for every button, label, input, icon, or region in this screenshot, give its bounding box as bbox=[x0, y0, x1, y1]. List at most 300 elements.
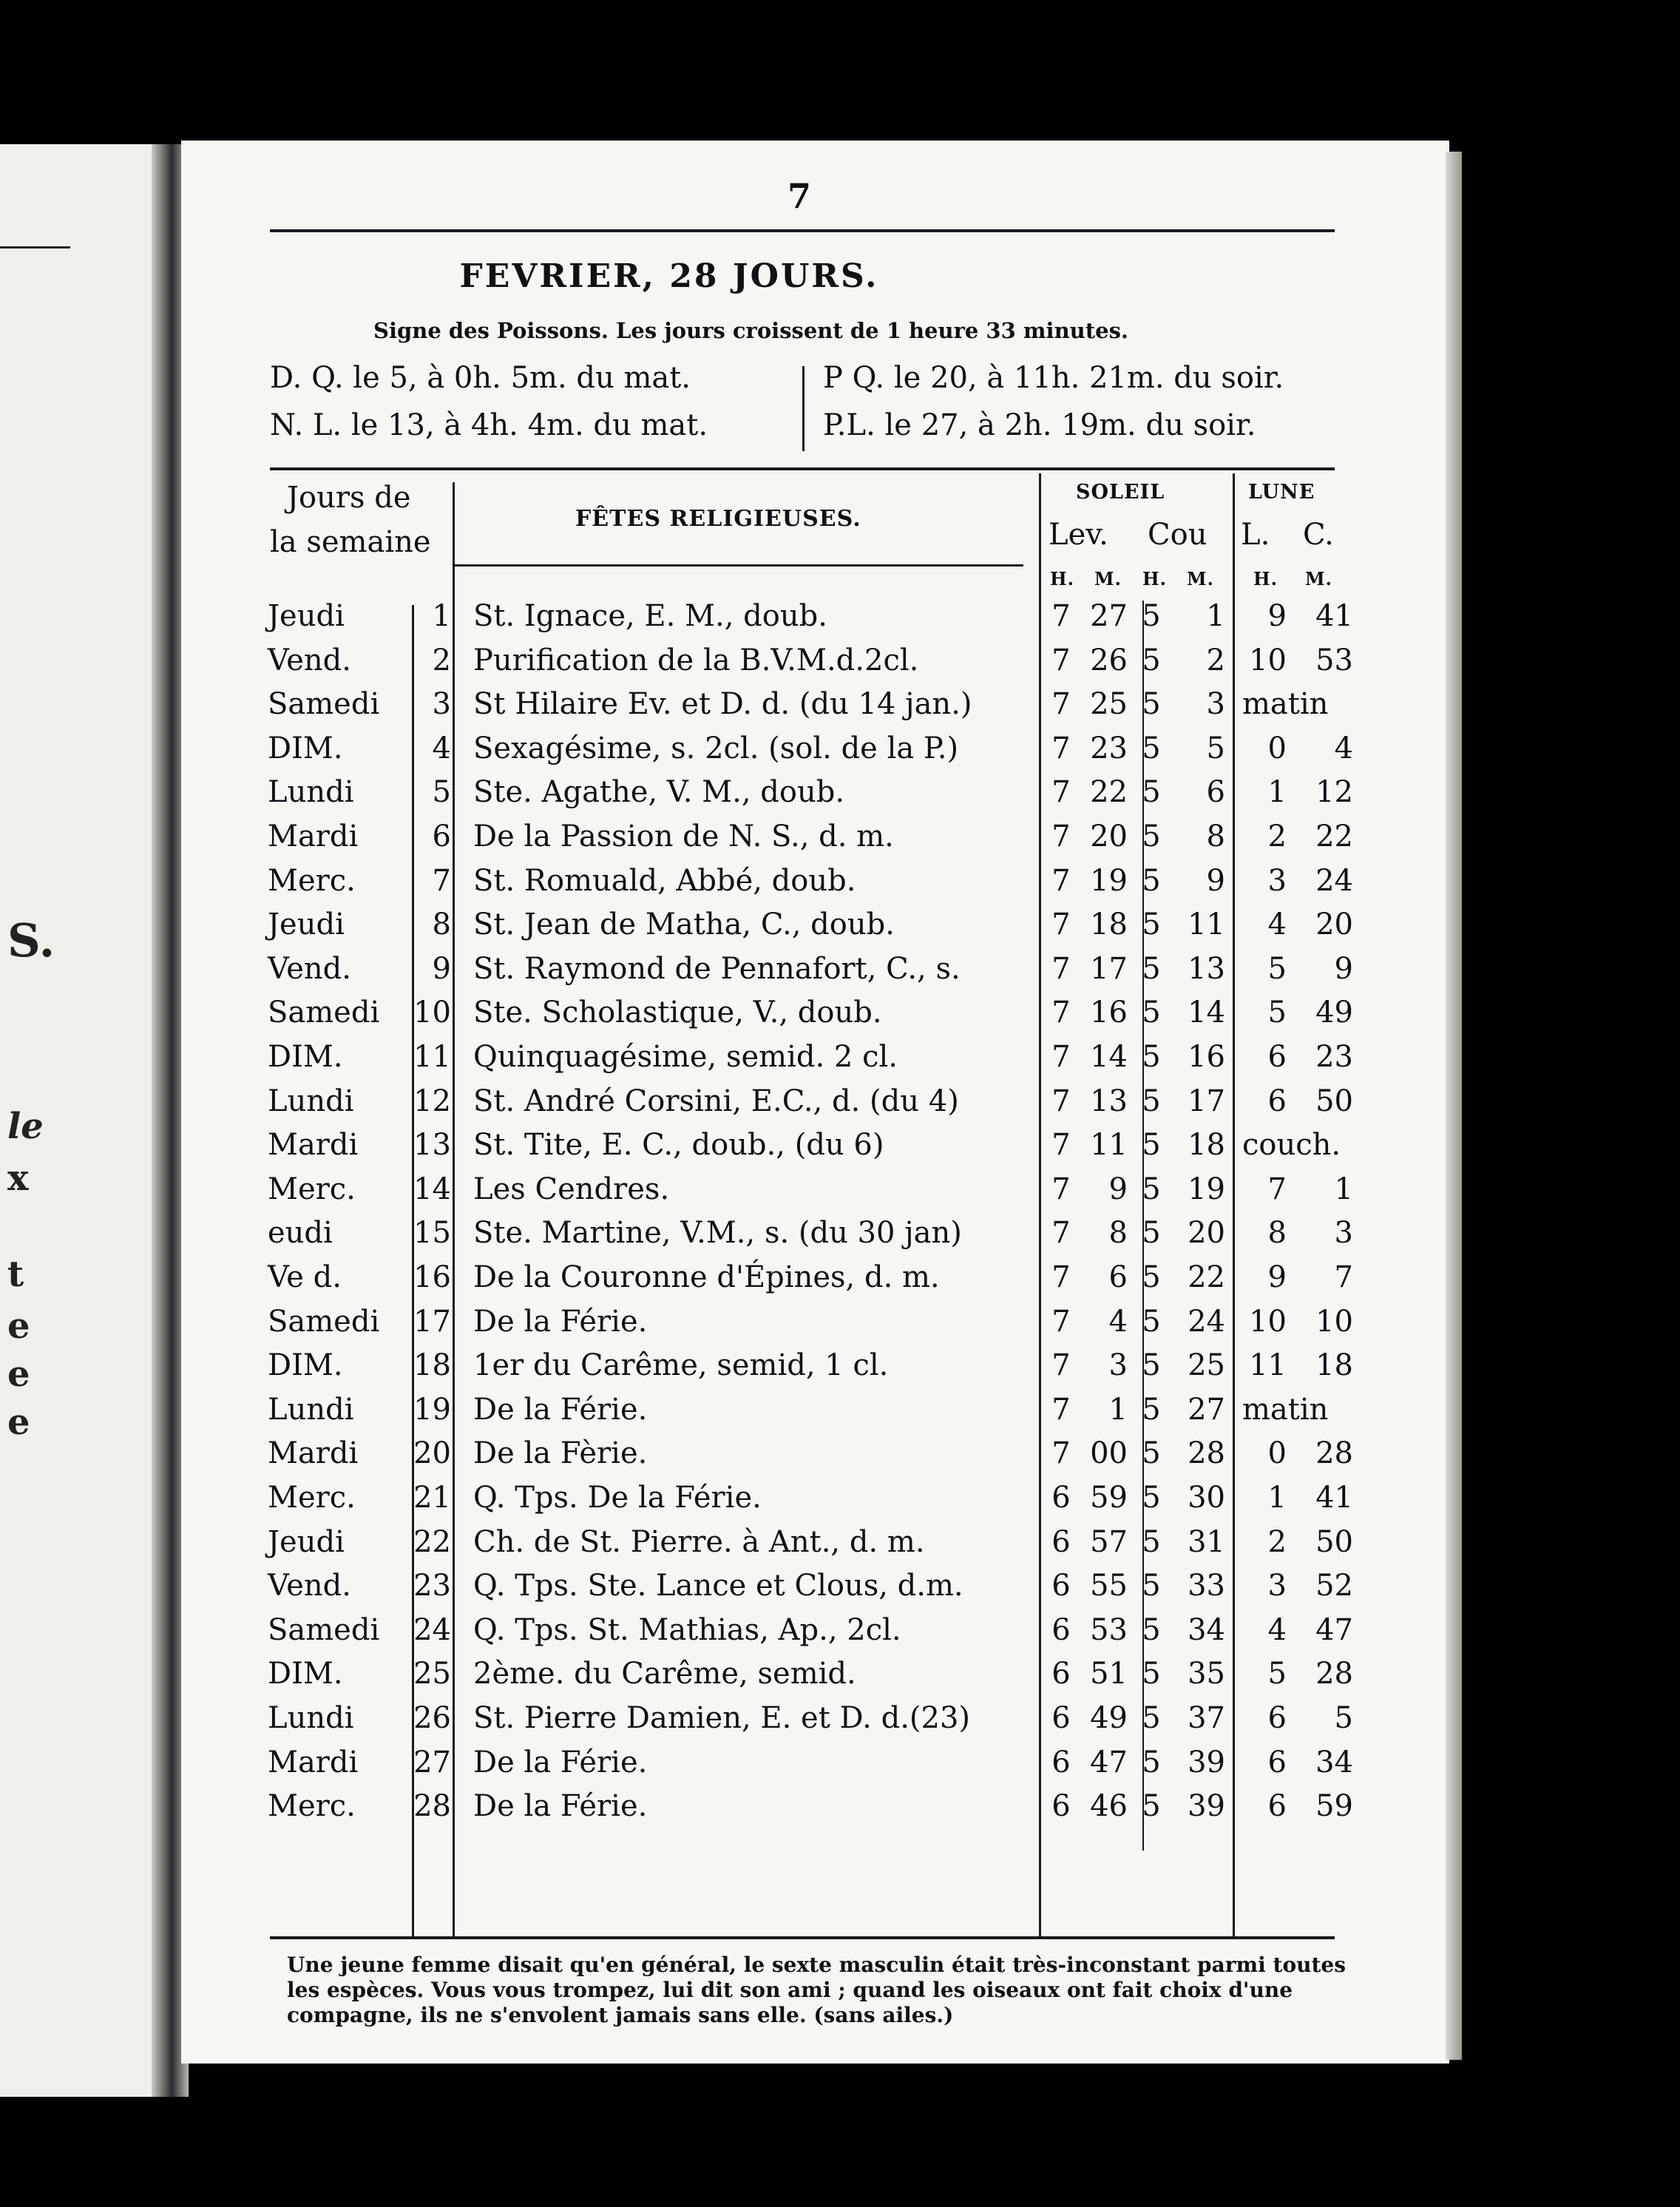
sunset-minute-cell: 3 bbox=[1206, 687, 1225, 722]
sunset-hour-cell: 5 bbox=[1142, 1084, 1161, 1118]
sunrise-minute-cell: 1 bbox=[1108, 1392, 1128, 1427]
date-cell: 1 bbox=[432, 599, 451, 633]
sunrise-minute-cell: 16 bbox=[1090, 996, 1128, 1030]
date-cell: 3 bbox=[432, 687, 451, 722]
sunset-minute-cell: 34 bbox=[1188, 1612, 1225, 1647]
header-m: M. bbox=[1187, 568, 1214, 589]
sunset-hour-cell: 5 bbox=[1142, 1569, 1161, 1603]
moon-minute-cell: 3 bbox=[1334, 1216, 1353, 1251]
sunrise-hour-cell: 6 bbox=[1051, 1524, 1071, 1559]
moon-hour-cell: 6 bbox=[1267, 1745, 1287, 1780]
day-cell: Samedi bbox=[268, 687, 380, 722]
sunrise-hour-cell: 7 bbox=[1051, 996, 1071, 1030]
feast-cell: St. Raymond de Pennafort, C., s. bbox=[473, 951, 961, 986]
sunset-hour-cell: 5 bbox=[1142, 1745, 1161, 1780]
feast-cell: Q. Tps. De la Férie. bbox=[473, 1481, 762, 1515]
month-title: FEVRIER, 28 JOURS. bbox=[459, 257, 879, 295]
sunrise-minute-cell: 6 bbox=[1108, 1260, 1128, 1294]
page-fragment-text: x bbox=[7, 1157, 29, 1199]
feast-cell: De la Férie. bbox=[473, 1304, 648, 1339]
sunrise-hour-cell: 7 bbox=[1051, 951, 1071, 986]
sunrise-minute-cell: 18 bbox=[1090, 908, 1128, 942]
sunrise-hour-cell: 7 bbox=[1051, 643, 1071, 677]
moon-hour-cell: 5 bbox=[1267, 1657, 1287, 1691]
header-m: M. bbox=[1094, 568, 1122, 589]
day-cell: DIM. bbox=[268, 731, 343, 765]
sunset-minute-cell: 11 bbox=[1188, 908, 1225, 942]
moon-hour-cell: 9 bbox=[1267, 1260, 1287, 1294]
header-soleil: SOLEIL bbox=[1076, 481, 1165, 504]
header-h: H. bbox=[1050, 568, 1075, 589]
sunset-hour-cell: 5 bbox=[1142, 731, 1161, 765]
moon-hour-cell: 4 bbox=[1267, 908, 1287, 942]
feast-cell: Les Cendres. bbox=[473, 1172, 670, 1206]
page-fragment-text: e bbox=[7, 1305, 30, 1347]
date-cell: 21 bbox=[413, 1481, 451, 1515]
sunrise-minute-cell: 8 bbox=[1108, 1216, 1128, 1251]
sunset-hour-cell: 5 bbox=[1142, 687, 1161, 722]
sunset-minute-cell: 24 bbox=[1188, 1304, 1225, 1339]
sunrise-minute-cell: 4 bbox=[1108, 1304, 1128, 1339]
sunrise-hour-cell: 7 bbox=[1051, 1348, 1071, 1383]
moon-minute-cell: 5 bbox=[1334, 1701, 1353, 1735]
moon-hour-cell: 10 bbox=[1249, 643, 1287, 677]
sunset-hour-cell: 5 bbox=[1142, 1789, 1161, 1824]
sunrise-minute-cell: 49 bbox=[1090, 1701, 1128, 1735]
moon-minute-cell: 50 bbox=[1315, 1524, 1353, 1559]
date-cell: 2 bbox=[432, 643, 451, 677]
date-cell: 12 bbox=[413, 1084, 451, 1118]
sunrise-minute-cell: 13 bbox=[1090, 1084, 1128, 1118]
moon-hour-cell: 8 bbox=[1267, 1216, 1287, 1251]
table-row bbox=[0, 731, 1405, 776]
header-h: H. bbox=[1253, 568, 1278, 589]
moon-hour-cell: 2 bbox=[1267, 1524, 1287, 1559]
sunrise-hour-cell: 6 bbox=[1051, 1569, 1071, 1603]
table-row bbox=[0, 1436, 1405, 1481]
moon-minute-cell: 23 bbox=[1315, 1040, 1353, 1074]
table-row bbox=[0, 687, 1405, 731]
moon-minute-cell: 12 bbox=[1315, 775, 1353, 810]
table-row bbox=[0, 775, 1405, 819]
sunrise-hour-cell: 6 bbox=[1051, 1745, 1071, 1780]
moon-hour-cell: 7 bbox=[1267, 1172, 1287, 1206]
table-row bbox=[0, 1393, 1405, 1437]
date-cell: 16 bbox=[413, 1260, 451, 1294]
sunrise-minute-cell: 55 bbox=[1090, 1569, 1128, 1603]
table-row bbox=[0, 1348, 1405, 1393]
moon-minute-cell: 34 bbox=[1315, 1745, 1353, 1780]
sunrise-hour-cell: 7 bbox=[1051, 599, 1071, 633]
day-cell: Samedi bbox=[268, 1612, 380, 1647]
moon-minute-cell: 41 bbox=[1315, 599, 1353, 633]
sunrise-minute-cell: 9 bbox=[1108, 1172, 1128, 1206]
top-rule bbox=[270, 229, 1335, 232]
zodiac-subtitle: Signe des Poissons. Les jours croissent de 1 heure 33 minutes. bbox=[373, 318, 1129, 343]
sunrise-minute-cell: 00 bbox=[1090, 1436, 1128, 1471]
page-fragment-text: S. bbox=[7, 913, 55, 967]
table-row bbox=[0, 1084, 1405, 1129]
sunset-hour-cell: 5 bbox=[1142, 1657, 1161, 1691]
feast-cell: De la Fèrie. bbox=[473, 1436, 648, 1471]
sunset-hour-cell: 5 bbox=[1142, 1392, 1161, 1427]
day-cell: Vend. bbox=[268, 643, 351, 677]
table-top-rule bbox=[270, 467, 1335, 470]
sunrise-hour-cell: 6 bbox=[1051, 1657, 1071, 1691]
moon-minute-cell: 9 bbox=[1334, 951, 1353, 986]
sunset-hour-cell: 5 bbox=[1142, 1172, 1161, 1206]
divider bbox=[0, 246, 70, 249]
table-row bbox=[0, 643, 1405, 688]
table-row bbox=[0, 952, 1405, 996]
table-row bbox=[0, 1128, 1405, 1172]
moon-minute-cell: 22 bbox=[1315, 819, 1353, 854]
moon-hour-cell: 3 bbox=[1267, 863, 1287, 898]
sunset-minute-cell: 16 bbox=[1188, 1040, 1225, 1074]
feast-cell: De la Couronne d'Épines, d. m. bbox=[473, 1260, 940, 1294]
sunset-hour-cell: 5 bbox=[1142, 1436, 1161, 1471]
page-edge bbox=[1446, 152, 1462, 2060]
table-row bbox=[0, 1305, 1405, 1349]
sunrise-hour-cell: 7 bbox=[1051, 1436, 1071, 1471]
sunset-minute-cell: 14 bbox=[1188, 996, 1225, 1030]
feast-cell: Q. Tps. Ste. Lance et Clous, d.m. bbox=[473, 1569, 963, 1603]
sunset-hour-cell: 5 bbox=[1142, 599, 1161, 633]
day-cell: Samedi bbox=[268, 996, 380, 1030]
date-cell: 26 bbox=[413, 1701, 451, 1735]
header-c: C. bbox=[1303, 518, 1334, 552]
sunrise-minute-cell: 20 bbox=[1090, 819, 1128, 854]
feast-cell: Sexagésime, s. 2cl. (sol. de la P.) bbox=[473, 731, 959, 765]
date-cell: 25 bbox=[413, 1657, 451, 1691]
day-cell: Vend. bbox=[268, 1569, 351, 1603]
table-row bbox=[0, 1745, 1405, 1790]
sunrise-hour-cell: 6 bbox=[1051, 1612, 1071, 1647]
sunrise-hour-cell: 7 bbox=[1051, 1084, 1071, 1118]
sunrise-minute-cell: 53 bbox=[1090, 1612, 1128, 1647]
day-cell: Jeudi bbox=[268, 908, 345, 942]
table-row bbox=[0, 1216, 1405, 1260]
sunset-hour-cell: 5 bbox=[1142, 775, 1161, 810]
feast-cell: St. Jean de Matha, C., doub. bbox=[473, 908, 895, 942]
sunset-hour-cell: 5 bbox=[1142, 1348, 1161, 1383]
sunset-hour-cell: 5 bbox=[1142, 1304, 1161, 1339]
moon-hour-cell: 10 bbox=[1249, 1304, 1287, 1339]
table-row bbox=[0, 1525, 1405, 1569]
sunset-minute-cell: 20 bbox=[1188, 1216, 1225, 1251]
header-h: H. bbox=[1142, 568, 1168, 589]
feast-cell: De la Férie. bbox=[473, 1392, 648, 1427]
sunrise-minute-cell: 27 bbox=[1090, 599, 1128, 633]
sunrise-hour-cell: 7 bbox=[1051, 908, 1071, 942]
table-row bbox=[0, 908, 1405, 952]
sunrise-hour-cell: 7 bbox=[1051, 731, 1071, 765]
sunrise-hour-cell: 7 bbox=[1051, 1128, 1071, 1163]
date-cell: 20 bbox=[413, 1436, 451, 1471]
sunset-hour-cell: 5 bbox=[1142, 643, 1161, 677]
date-cell: 14 bbox=[413, 1172, 451, 1206]
day-cell: Lundi bbox=[268, 775, 354, 810]
sunrise-minute-cell: 19 bbox=[1090, 863, 1128, 898]
sunrise-hour-cell: 7 bbox=[1051, 1216, 1071, 1251]
header-semaine: la semaine bbox=[270, 525, 431, 559]
day-cell: Merc. bbox=[268, 1481, 356, 1515]
sunset-hour-cell: 5 bbox=[1142, 1481, 1161, 1515]
sunrise-minute-cell: 3 bbox=[1108, 1348, 1128, 1383]
feast-cell: St Hilaire Ev. et D. d. (du 14 jan.) bbox=[473, 687, 972, 722]
sunset-minute-cell: 28 bbox=[1188, 1436, 1225, 1471]
sunrise-minute-cell: 47 bbox=[1090, 1745, 1128, 1780]
sunset-minute-cell: 9 bbox=[1206, 863, 1225, 898]
sunset-hour-cell: 5 bbox=[1142, 819, 1161, 854]
sunset-hour-cell: 5 bbox=[1142, 951, 1161, 986]
date-cell: 17 bbox=[413, 1304, 451, 1339]
moon-minute-cell: 28 bbox=[1315, 1436, 1353, 1471]
sunset-minute-cell: 27 bbox=[1188, 1392, 1225, 1427]
day-cell: eudi bbox=[268, 1216, 333, 1251]
moon-minute-cell: 1 bbox=[1334, 1172, 1353, 1206]
date-cell: 6 bbox=[432, 819, 451, 854]
day-cell: Mardi bbox=[268, 1436, 359, 1471]
sunrise-minute-cell: 22 bbox=[1090, 775, 1128, 810]
moon-phase-dq: D. Q. le 5, à 0h. 5m. du mat. bbox=[270, 361, 691, 395]
sunset-minute-cell: 39 bbox=[1188, 1789, 1225, 1824]
sunset-hour-cell: 5 bbox=[1142, 1524, 1161, 1559]
sunrise-minute-cell: 59 bbox=[1090, 1481, 1128, 1515]
phase-divider bbox=[802, 366, 805, 451]
moon-hour-cell: 1 bbox=[1267, 1481, 1287, 1515]
sunrise-minute-cell: 51 bbox=[1090, 1657, 1128, 1691]
feast-cell: De la Férie. bbox=[473, 1789, 648, 1824]
date-cell: 18 bbox=[413, 1348, 451, 1383]
table-row bbox=[0, 864, 1405, 908]
day-cell: Merc. bbox=[268, 863, 356, 898]
feast-cell: Ste. Martine, V.M., s. (du 30 jan) bbox=[473, 1216, 962, 1251]
moon-minute-cell: 18 bbox=[1315, 1348, 1353, 1383]
moon-minute-cell: 10 bbox=[1315, 1304, 1353, 1339]
sunset-minute-cell: 1 bbox=[1206, 599, 1225, 633]
table-row bbox=[0, 1172, 1405, 1217]
date-cell: 9 bbox=[432, 951, 451, 986]
sunrise-hour-cell: 7 bbox=[1051, 687, 1071, 722]
table-row bbox=[0, 1701, 1405, 1745]
sunrise-hour-cell: 7 bbox=[1051, 863, 1071, 898]
sunrise-minute-cell: 25 bbox=[1090, 687, 1128, 722]
date-cell: 4 bbox=[432, 731, 451, 765]
sunrise-hour-cell: 7 bbox=[1051, 1260, 1071, 1294]
date-cell: 13 bbox=[413, 1128, 451, 1163]
sunrise-hour-cell: 6 bbox=[1051, 1701, 1071, 1735]
sunset-minute-cell: 2 bbox=[1206, 643, 1225, 677]
page-fragment-text: e bbox=[7, 1353, 30, 1395]
sunset-minute-cell: 18 bbox=[1188, 1128, 1225, 1163]
feast-cell: St. Tite, E. C., doub., (du 6) bbox=[473, 1128, 884, 1163]
sunset-minute-cell: 30 bbox=[1188, 1481, 1225, 1515]
sunrise-minute-cell: 26 bbox=[1090, 643, 1128, 677]
feast-cell: St. Pierre Damien, E. et D. d.(23) bbox=[473, 1701, 971, 1735]
header-cou: Cou bbox=[1148, 518, 1208, 552]
sunset-minute-cell: 25 bbox=[1188, 1348, 1225, 1383]
date-cell: 28 bbox=[413, 1789, 451, 1824]
table-row bbox=[0, 1613, 1405, 1657]
moon-hour-cell: 6 bbox=[1267, 1040, 1287, 1074]
feast-cell: Ch. de St. Pierre. à Ant., d. m. bbox=[473, 1524, 925, 1559]
table-row bbox=[0, 1481, 1405, 1525]
footer-anecdote: Une jeune femme disait qu'en général, le sexte masculin était très-inconstant parmi toutes les espèces. Vous vous trompez, lui dit son ami ; quand les oiseaux ont fait choix d'une compagne, ils ne s'envolent jamais sans elle. (sans ailes.) bbox=[287, 1953, 1346, 2027]
date-cell: 5 bbox=[432, 775, 451, 810]
moon-minute-cell: 50 bbox=[1315, 1084, 1353, 1118]
moon-hour-cell: 6 bbox=[1267, 1789, 1287, 1824]
moon-minute-cell: 7 bbox=[1334, 1260, 1353, 1294]
header-l: L. bbox=[1241, 518, 1270, 552]
sunrise-hour-cell: 7 bbox=[1051, 1304, 1071, 1339]
date-cell: 7 bbox=[432, 863, 451, 898]
sunrise-hour-cell: 6 bbox=[1051, 1789, 1071, 1824]
date-cell: 22 bbox=[413, 1524, 451, 1559]
sunrise-hour-cell: 7 bbox=[1051, 819, 1071, 854]
table-bottom-rule bbox=[270, 1936, 1335, 1939]
day-cell: DIM. bbox=[268, 1657, 343, 1691]
sunset-hour-cell: 5 bbox=[1142, 1701, 1161, 1735]
header-lev: Lev. bbox=[1049, 518, 1108, 552]
sunrise-hour-cell: 7 bbox=[1051, 775, 1071, 810]
sunset-minute-cell: 6 bbox=[1206, 775, 1225, 810]
date-cell: 8 bbox=[432, 908, 451, 942]
sunset-minute-cell: 33 bbox=[1188, 1569, 1225, 1603]
sunset-minute-cell: 31 bbox=[1188, 1524, 1225, 1559]
sunrise-minute-cell: 14 bbox=[1090, 1040, 1128, 1074]
moon-hour-cell: 4 bbox=[1267, 1612, 1287, 1647]
moon-note-cell: couch. bbox=[1242, 1128, 1341, 1163]
moon-minute-cell: 47 bbox=[1315, 1612, 1353, 1647]
sunrise-minute-cell: 23 bbox=[1090, 731, 1128, 765]
feast-cell: 2ème. du Carême, semid. bbox=[473, 1657, 856, 1691]
table-row bbox=[0, 1789, 1405, 1833]
date-cell: 19 bbox=[413, 1392, 451, 1427]
header-underline bbox=[453, 564, 1023, 567]
sunset-minute-cell: 13 bbox=[1188, 951, 1225, 986]
moon-hour-cell: 0 bbox=[1267, 1436, 1287, 1471]
moon-hour-cell: 5 bbox=[1267, 996, 1287, 1030]
sunrise-hour-cell: 7 bbox=[1051, 1040, 1071, 1074]
feast-cell: Q. Tps. St. Mathias, Ap., 2cl. bbox=[473, 1612, 901, 1647]
day-cell: Lundi bbox=[268, 1084, 354, 1118]
moon-phase-pq: P Q. le 20, à 11h. 21m. du soir. bbox=[823, 361, 1284, 395]
moon-hour-cell: 6 bbox=[1267, 1701, 1287, 1735]
sunset-minute-cell: 17 bbox=[1188, 1084, 1225, 1118]
date-cell: 11 bbox=[413, 1040, 451, 1074]
moon-minute-cell: 41 bbox=[1315, 1481, 1353, 1515]
moon-minute-cell: 4 bbox=[1334, 731, 1353, 765]
feast-cell: Purification de la B.V.M.d.2cl. bbox=[473, 643, 919, 677]
day-cell: Jeudi bbox=[268, 1524, 345, 1559]
table-row bbox=[0, 1657, 1405, 1701]
day-cell: Mardi bbox=[268, 1128, 359, 1163]
sunset-hour-cell: 5 bbox=[1142, 996, 1161, 1030]
day-cell: Ve d. bbox=[268, 1260, 342, 1294]
feast-cell: 1er du Carême, semid, 1 cl. bbox=[473, 1348, 889, 1383]
day-cell: Vend. bbox=[268, 951, 351, 986]
table-row bbox=[0, 599, 1405, 643]
sunset-hour-cell: 5 bbox=[1142, 863, 1161, 898]
moon-hour-cell: 11 bbox=[1249, 1348, 1287, 1383]
sunset-minute-cell: 8 bbox=[1206, 819, 1225, 854]
table-row bbox=[0, 1040, 1405, 1084]
moon-minute-cell: 49 bbox=[1315, 996, 1353, 1030]
page-fragment-text: le bbox=[7, 1106, 44, 1147]
moon-phase-nl: N. L. le 13, à 4h. 4m. du mat. bbox=[270, 408, 708, 442]
sunset-hour-cell: 5 bbox=[1142, 1260, 1161, 1294]
moon-note-cell: matin bbox=[1242, 687, 1329, 722]
sunset-hour-cell: 5 bbox=[1142, 1612, 1161, 1647]
moon-hour-cell: 3 bbox=[1267, 1569, 1287, 1603]
feast-cell: St. André Corsini, E.C., d. (du 4) bbox=[473, 1084, 959, 1118]
day-cell: Merc. bbox=[268, 1789, 356, 1824]
moon-hour-cell: 2 bbox=[1267, 819, 1287, 854]
moon-phase-pl: P.L. le 27, à 2h. 19m. du soir. bbox=[823, 408, 1256, 442]
moon-minute-cell: 28 bbox=[1315, 1657, 1353, 1691]
date-cell: 24 bbox=[413, 1612, 451, 1647]
moon-hour-cell: 0 bbox=[1267, 731, 1287, 765]
sunrise-minute-cell: 17 bbox=[1090, 951, 1128, 986]
page-number: 7 bbox=[788, 176, 812, 216]
moon-hour-cell: 6 bbox=[1267, 1084, 1287, 1118]
table-row bbox=[0, 996, 1405, 1040]
moon-hour-cell: 1 bbox=[1267, 775, 1287, 810]
sunset-hour-cell: 5 bbox=[1142, 1128, 1161, 1163]
sunset-minute-cell: 37 bbox=[1188, 1701, 1225, 1735]
sunrise-hour-cell: 7 bbox=[1051, 1172, 1071, 1206]
sunrise-minute-cell: 57 bbox=[1090, 1524, 1128, 1559]
feast-cell: Quinquagésime, semid. 2 cl. bbox=[473, 1040, 898, 1074]
moon-minute-cell: 59 bbox=[1315, 1789, 1353, 1824]
sunrise-minute-cell: 46 bbox=[1090, 1789, 1128, 1824]
moon-hour-cell: 9 bbox=[1267, 599, 1287, 633]
header-m: M. bbox=[1305, 568, 1332, 589]
sunset-minute-cell: 22 bbox=[1188, 1260, 1225, 1294]
page-fragment-text: t bbox=[7, 1254, 24, 1295]
header-lune: LUNE bbox=[1248, 481, 1315, 504]
date-cell: 27 bbox=[413, 1745, 451, 1780]
sunset-minute-cell: 5 bbox=[1206, 731, 1225, 765]
date-cell: 10 bbox=[413, 996, 451, 1030]
day-cell: Mardi bbox=[268, 1745, 359, 1780]
page-fragment-text: e bbox=[7, 1402, 30, 1443]
feast-cell: De la Passion de N. S., d. m. bbox=[473, 819, 894, 854]
moon-minute-cell: 20 bbox=[1315, 908, 1353, 942]
table-row bbox=[0, 1260, 1405, 1305]
moon-minute-cell: 53 bbox=[1315, 643, 1353, 677]
feast-cell: St. Romuald, Abbé, doub. bbox=[473, 863, 856, 898]
moon-note-cell: matin bbox=[1242, 1392, 1329, 1427]
sunset-hour-cell: 5 bbox=[1142, 908, 1161, 942]
table-row bbox=[0, 1569, 1405, 1613]
sunset-minute-cell: 39 bbox=[1188, 1745, 1225, 1780]
date-cell: 23 bbox=[413, 1569, 451, 1603]
day-cell: Lundi bbox=[268, 1701, 354, 1735]
sunset-hour-cell: 5 bbox=[1142, 1040, 1161, 1074]
feast-cell: De la Férie. bbox=[473, 1745, 648, 1780]
feast-cell: St. Ignace, E. M., doub. bbox=[473, 599, 827, 633]
sunrise-hour-cell: 6 bbox=[1051, 1481, 1071, 1515]
header-jours: Jours de bbox=[287, 481, 411, 515]
feast-cell: Ste. Scholastique, V., doub. bbox=[473, 996, 882, 1030]
day-cell: Samedi bbox=[268, 1304, 380, 1339]
sunrise-hour-cell: 7 bbox=[1051, 1392, 1071, 1427]
moon-hour-cell: 5 bbox=[1267, 951, 1287, 986]
sunset-hour-cell: 5 bbox=[1142, 1216, 1161, 1251]
moon-minute-cell: 52 bbox=[1315, 1569, 1353, 1603]
